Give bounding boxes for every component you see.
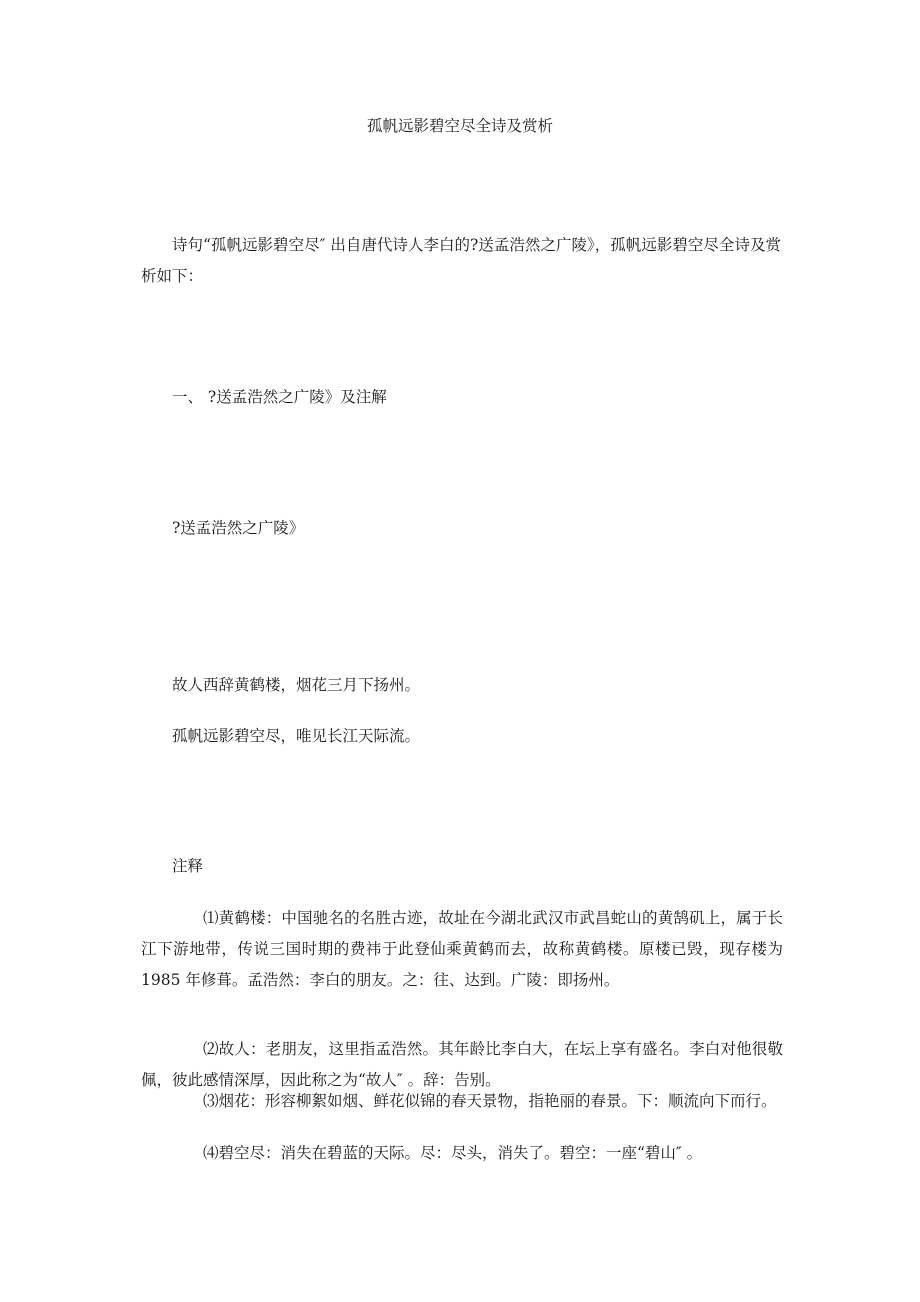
poem-title: ?送孟浩然之广陵》 xyxy=(172,519,305,537)
note-item-3: ⑶烟花：形容柳絮如烟、鲜花似锦的春天景物，指艳丽的春景。下：顺流向下而行。 xyxy=(203,1092,777,1110)
notes-heading: 注释 xyxy=(172,857,204,875)
poem-line-1: 故人西辞黄鹤楼，烟花三月下扬州。 xyxy=(172,676,421,694)
note-item-4: ⑷碧空尽：消失在碧蓝的天际。尽：尽头，消失了。碧空：一座“碧山″ 。 xyxy=(203,1144,703,1162)
intro-paragraph: 诗句“孤帆远影碧空尽″ 出自唐代诗人李白的?送孟浩然之广陵》，孤帆远影碧空尽全诗及赏析如下： xyxy=(141,236,781,285)
document-title: 孤帆远影碧空尽全诗及赏析 xyxy=(366,117,553,135)
note-item-1: ⑴黄鹤楼：中国驰名的名胜古迹，故址在今湖北武汉市武昌蛇山的黄鹄矶上，属于长江下游地带，传说三国时期的费祎于此登仙乘黄鹤而去，故称黄鹤楼。原楼已毁，现存楼为 1985 年修葺。孟浩然：李白的朋友。之：往、达到。广陵：即扬州。 xyxy=(141,909,783,989)
section-heading: 一、 ?送孟浩然之广陵》及注解 xyxy=(172,388,387,406)
poem-line-2: 孤帆远影碧空尽，唯见长江天际流。 xyxy=(172,727,421,745)
note-item-2: ⑵故人：老朋友，这里指孟浩然。其年龄比李白大，在坛上享有盛名。李白对他很敬佩，彼此感情深厚，因此称之为“故人″ 。辞：告别。 xyxy=(141,1040,783,1089)
